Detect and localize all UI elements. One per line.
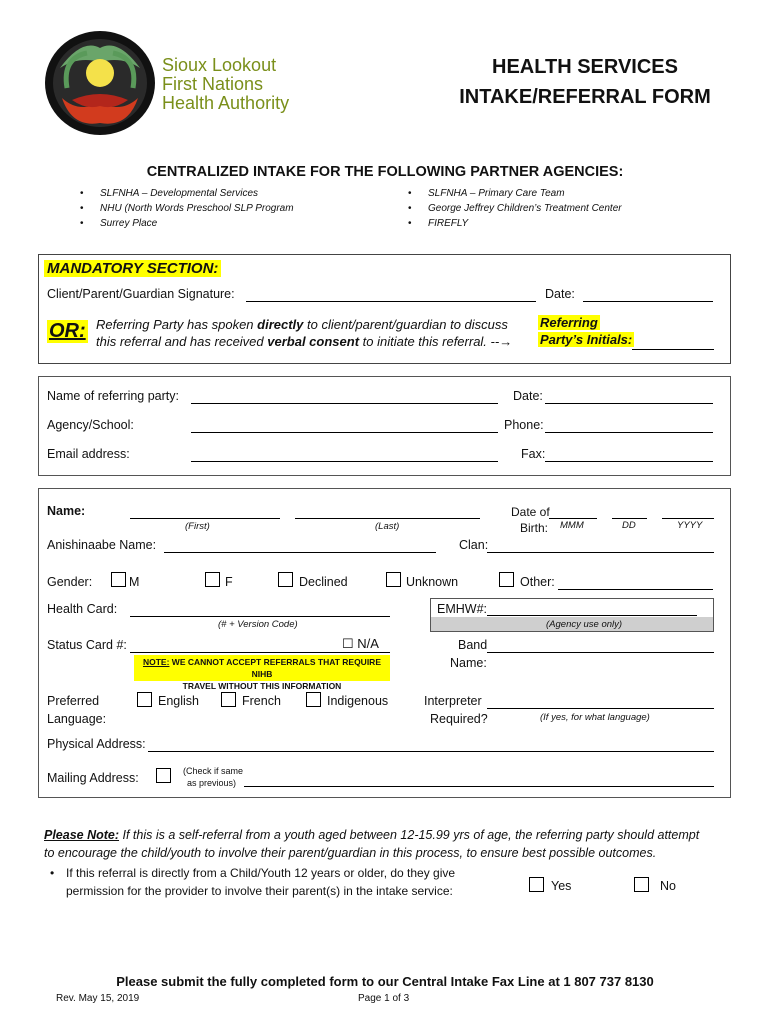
page-number: Page 1 of 3 [358, 993, 410, 1004]
mandatory-heading: MANDATORY SECTION: [44, 260, 221, 277]
initials-label [538, 314, 634, 348]
permission-line1: If this referral is directly from a Child/Youth 12 years or older, do they give [66, 866, 456, 880]
band-name-field[interactable] [487, 652, 714, 653]
anishinaabe-field[interactable] [164, 552, 436, 553]
dob-month-field[interactable] [549, 518, 597, 519]
org-name-line1: Sioux Lookout [162, 55, 277, 75]
agencies-right-list [400, 186, 622, 231]
consent-text-part: this referral and has received [96, 334, 268, 349]
pref-language-label-line1: Preferred [47, 694, 100, 708]
version-code-hint: (# + Version Code) [218, 619, 298, 630]
gender-declined-label: Declined [299, 575, 348, 589]
signature-label: Client/Parent/Guardian Signature: [47, 287, 235, 301]
gender-other-field[interactable] [558, 589, 713, 590]
nihb-note-line1: WE CANNOT ACCEPT REFERRALS THAT REQUIRE NIHB [169, 657, 381, 679]
mailing-address-field[interactable] [244, 786, 714, 787]
language-english-label: English [158, 694, 199, 708]
nihb-note-prefix: NOTE: [142, 657, 170, 667]
referrer-name-field[interactable] [191, 403, 498, 404]
dob-label-line2: Birth: [520, 521, 549, 535]
consent-text [96, 316, 512, 350]
phone-label: Phone: [504, 418, 544, 432]
list-item: • Surrey Place [72, 216, 294, 231]
physical-address-label: Physical Address: [47, 737, 146, 751]
same-hint-line1: (Check if same [183, 766, 244, 776]
permission-no-checkbox[interactable] [634, 877, 649, 892]
agency-field[interactable] [191, 432, 498, 433]
gender-unknown-label: Unknown [406, 575, 459, 589]
submit-instructions: Please submit the fully completed form to our Central Intake Fax Line at 1 807 737 8130 [116, 974, 654, 989]
gender-f-checkbox[interactable] [205, 572, 220, 587]
permission-yes-label: Yes [551, 879, 572, 893]
referrer-name-label: Name of referring party: [47, 389, 179, 403]
language-french-checkbox[interactable] [221, 692, 236, 707]
signature-date-field[interactable] [583, 301, 713, 302]
emhw-field[interactable] [487, 615, 697, 616]
gender-unknown-checkbox[interactable] [386, 572, 401, 587]
revision-date: Rev. May 15, 2019 [56, 993, 140, 1004]
status-na-option[interactable]: ☐ N/A [342, 636, 379, 651]
initials-label-line1: Referring [540, 315, 598, 330]
same-as-previous-hint [183, 765, 243, 789]
gender-f-label: F [225, 575, 233, 589]
gender-declined-checkbox[interactable] [278, 572, 293, 587]
form-title [440, 52, 730, 112]
fax-label: Fax: [521, 447, 546, 461]
signature-date-label: Date: [545, 287, 575, 301]
initials-field[interactable] [632, 349, 714, 350]
or-label: OR: [49, 320, 86, 342]
health-card-label: Health Card: [47, 602, 118, 616]
anishinaabe-label: Anishinaabe Name: [47, 538, 157, 552]
language-indigenous-label: Indigenous [327, 694, 389, 708]
language-french-label: French [242, 694, 281, 708]
same-hint-line2: as previous) [187, 778, 237, 788]
gender-other-checkbox[interactable] [499, 572, 514, 587]
health-card-field[interactable] [130, 616, 390, 617]
dob-mmm-hint: MMM [560, 520, 584, 531]
same-as-previous-checkbox[interactable] [156, 768, 171, 783]
org-name-line2: First Nations [162, 74, 264, 94]
status-card-field[interactable] [130, 652, 390, 653]
list-item: • SLFNHA – Primary Care Team [400, 186, 622, 201]
dob-yyyy-hint: YYYY [677, 520, 703, 531]
signature-field[interactable] [246, 301, 536, 302]
agency-label: Agency/School: [47, 418, 134, 432]
consent-directly: directly [257, 317, 304, 332]
permission-yes-checkbox[interactable] [529, 877, 544, 892]
permission-line2: permission for the provider to involve their parent(s) in the intake service: [66, 884, 453, 898]
initials-label-line2: Party’s Initials: [540, 332, 633, 347]
first-name-field[interactable] [130, 518, 280, 519]
consent-text-part: to client/parent/guardian to discuss [303, 317, 508, 332]
dob-day-field[interactable] [612, 518, 647, 519]
gender-m-label: M [129, 575, 140, 589]
list-item: • NHU (North Words Preschool SLP Program [72, 201, 294, 216]
email-label: Email address: [47, 447, 130, 461]
last-name-hint: (Last) [375, 521, 400, 532]
email-field[interactable] [191, 461, 498, 462]
clan-field[interactable] [487, 552, 714, 553]
agencies-heading: CENTRALIZED INTAKE FOR THE FOLLOWING PARTNER AGENCIES: [146, 164, 624, 180]
language-english-checkbox[interactable] [137, 692, 152, 707]
interpreter-label-line1: Interpreter [424, 694, 482, 708]
youth-note-prefix: Please Note: [44, 828, 120, 842]
emhw-label: EMHW#: [437, 602, 487, 616]
logo-emblem [42, 28, 158, 138]
permission-question [50, 864, 455, 900]
dob-dd-hint: DD [622, 520, 636, 531]
youth-note [44, 826, 699, 862]
fax-field[interactable] [545, 461, 713, 462]
client-name-label: Name: [47, 504, 86, 518]
referrer-date-label: Date: [513, 389, 543, 403]
list-item: • FIREFLY [400, 216, 622, 231]
nihb-note-line2: TRAVEL WITHOUT THIS INFORMATION [182, 681, 342, 691]
clan-label: Clan: [459, 538, 489, 552]
first-name-hint: (First) [185, 521, 210, 532]
dob-year-field[interactable] [662, 518, 714, 519]
list-item: • SLFNHA – Developmental Services [72, 186, 294, 201]
gender-label: Gender: [47, 575, 93, 589]
agencies-left-list [72, 186, 294, 231]
pref-language-label-line2: Language: [47, 712, 107, 726]
list-item: • George Jeffrey Children’s Treatment Center [400, 201, 622, 216]
physical-address-field[interactable] [148, 751, 714, 752]
dob-label-line1: Date of [511, 505, 550, 519]
last-name-field[interactable] [295, 518, 480, 519]
form-title-line1: HEALTH SERVICES [492, 56, 678, 78]
agency-use-hint: (Agency use only) [546, 619, 623, 630]
permission-no-label: No [660, 879, 676, 893]
interpreter-hint: (If yes, for what language) [540, 712, 650, 723]
language-indigenous-checkbox[interactable] [306, 692, 321, 707]
interpreter-field[interactable] [487, 708, 714, 709]
mailing-address-label: Mailing Address: [47, 771, 139, 785]
consent-verbal: verbal consent [267, 334, 360, 349]
youth-note-line1: If this is a self-referral from a youth aged between 12-15.99 yrs of age, the referring party should attempt [119, 828, 700, 842]
status-card-label: Status Card #: [47, 638, 127, 652]
phone-field[interactable] [545, 432, 713, 433]
consent-text-part: Referring Party has spoken [96, 317, 258, 332]
interpreter-label-line2: Required? [430, 712, 488, 726]
nihb-note [134, 655, 390, 691]
referrer-date-field[interactable] [545, 403, 713, 404]
youth-note-line2: to encourage the child/youth to involve their parent/guardian in this process, to ensure best possible outcomes. [44, 846, 657, 860]
band-label-line1: Band [458, 638, 488, 652]
form-title-line2: INTAKE/REFERRAL FORM [459, 86, 711, 108]
org-name-line3: Health Authority [162, 93, 290, 113]
bullet-icon: • [50, 866, 55, 880]
org-name [162, 56, 289, 113]
band-label-line2: Name: [450, 656, 487, 670]
gender-m-checkbox[interactable] [111, 572, 126, 587]
gender-other-label: Other: [520, 575, 555, 589]
consent-text-part: to initiate this referral. --→ [359, 334, 513, 349]
